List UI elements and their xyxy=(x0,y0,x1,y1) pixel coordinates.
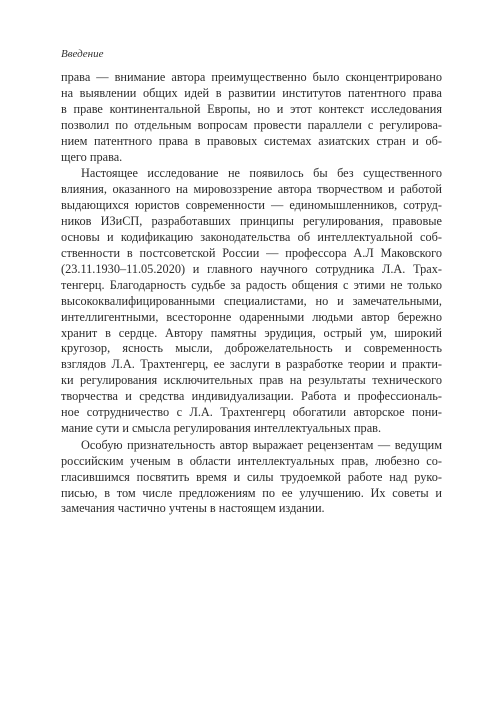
text-line: в праве континентальной Европы, но и этот контекст исследования xyxy=(61,101,442,116)
paragraph-1 xyxy=(61,70,442,165)
paragraph-2 xyxy=(61,166,442,436)
text-line: ников ИЗиСП, разработавших принципы регулирования, правовые xyxy=(61,214,442,229)
text-line: ное сотрудничество с Л.А. Трахтенгерц обогатили авторское пони- xyxy=(61,405,442,420)
text-line: высококвалифицированными специалистами, но и замечательными, xyxy=(61,293,442,308)
text-line: Особую признательность автор выражает рецензентам — ведущим xyxy=(81,437,442,452)
text-line: интеллигентными, всесторонне одаренными людьми автор бережно xyxy=(61,309,442,324)
text-line: хранит в сердце. Автору памятны эрудиция, острый ум, широкий xyxy=(61,325,442,340)
text-line: ки регулирования исключительных прав на результаты технического xyxy=(61,373,442,388)
text-line: (23.11.1930–11.05.2020) и главного научного сотрудника Л.А. Трах- xyxy=(61,261,442,276)
text-line: выдающихся юристов современности — единомышленников, сотруд- xyxy=(61,198,442,213)
text-line: кругозор, ясность мысли, доброжелательность и современность xyxy=(61,341,442,356)
text-line: российским ученым в области интеллектуальных прав, любезно со- xyxy=(61,453,442,468)
text-line: ственности в постсоветской России — профессора А.Л Маковского xyxy=(61,245,442,260)
text-line: взглядов Л.А. Трахтенгерц, ее заслуги в разработке теории и практи- xyxy=(61,357,442,372)
text-line: на выявлении общих идей в развитии институтов патентного права xyxy=(61,85,442,100)
text-line: позволил по отдельным вопросам провести параллели с регулирова- xyxy=(61,117,442,132)
text-line: творчества и средства индивидуализации. Работа и профессиональ- xyxy=(61,389,442,404)
text-line: нием патентного права в правовых системах азиатских стран и об- xyxy=(61,133,442,148)
body-text xyxy=(61,70,442,517)
paragraph-3 xyxy=(61,438,442,518)
text-line: основы и кодификацию законодательства об интеллектуальной соб- xyxy=(61,230,442,245)
text-line: Настоящее исследование не появилось бы без существенного xyxy=(81,166,442,181)
text-line: писью, в том числе предложениям по ее улучшению. Их советы и xyxy=(61,485,442,500)
text-line: замечания частично учтены в настоящем издании. xyxy=(61,501,325,516)
text-line: права — внимание автора преимущественно было сконцентрировано xyxy=(61,70,442,84)
text-line: мание сути и смысла регулирования интеллектуальных прав. xyxy=(61,420,382,435)
running-head: Введение xyxy=(61,48,104,60)
text-line: тенгерц. Благодарность судьбе за радость общения с этими не только xyxy=(61,277,442,292)
text-line: влияния, оказанного на мировоззрение автора творчеством и работой xyxy=(61,182,442,197)
text-line: гласившимся посвятить время и силы трудоемкой работе над руко- xyxy=(61,469,442,484)
text-line: щего права. xyxy=(61,149,123,164)
